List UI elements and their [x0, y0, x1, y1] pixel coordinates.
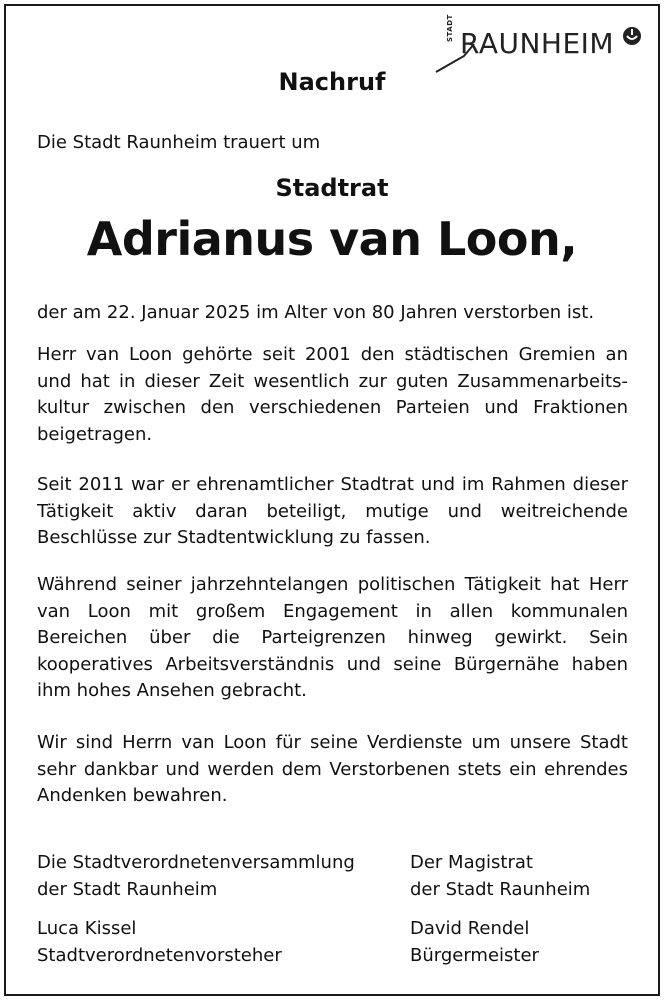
signature-right-organization: [410, 850, 590, 903]
signature-role: Bürgermeister: [410, 944, 539, 966]
date-line: der am 22. Januar 2025 im Alter von 80 Jahren verstorben ist.: [37, 302, 595, 323]
signature-line: der Stadt Raunheim: [410, 878, 591, 900]
deceased-name: Adrianus van Loon,: [86, 212, 578, 266]
paragraph: Herr van Loon gehörte seit 2001 den städtischen Gremien an und hat in dieser Zeit wesentlich zur guten Zusammenarbeitskultur zwischen den verschiedenen Parteien und Fraktionen beigetragen.: [37, 344, 628, 445]
logo-prefix: STADT: [446, 14, 454, 42]
signature-line: Der Magistrat: [410, 852, 533, 873]
smiley-badge-icon: [622, 26, 642, 46]
signature-left-organization: [37, 850, 355, 903]
intro-line: Die Stadt Raunheim trauert um: [37, 132, 321, 153]
paragraph: Seit 2011 war er ehrenamtlicher Stadtrat und im Rahmen dieser Tätigkeit aktiv daran beteiligt, mutige und weitreichende Beschlüsse zur Stadtentwicklung zu fassen.: [37, 474, 628, 548]
deceased-title: Stadtrat: [275, 174, 389, 202]
signature-line: der Stadt Raunheim: [37, 878, 218, 900]
signature-role: Stadtverordnetenvorsteher: [37, 944, 282, 966]
signature-name: Luca Kissel: [37, 918, 137, 939]
obituary-heading: Nachruf: [278, 68, 386, 96]
paragraph: Während seiner jahrzehntelangen politischen Tätigkeit hat Herr van Loon mit großem Engagement in allen kommunalen Bereichen über die Parteigrenzen hinweg gewirkt. Sein kooperatives Arbeitsverständnis und seine Bürgernähe haben ihm hohes Ansehen gebracht.: [37, 574, 628, 701]
signature-left-person: [37, 916, 282, 969]
paragraph: Wir sind Herrn van Loon für seine Verdienste um unsere Stadt sehr dankbar und werden dem Verstorbenen stets ein ehrendes Andenken bewahren.: [37, 732, 628, 806]
signature-name: David Rendel: [410, 918, 530, 939]
logo-wordmark: RAUNHEIM: [460, 27, 615, 60]
signature-right-person: [410, 916, 539, 969]
signature-line: Die Stadtverordnetenversammlung: [37, 852, 355, 873]
